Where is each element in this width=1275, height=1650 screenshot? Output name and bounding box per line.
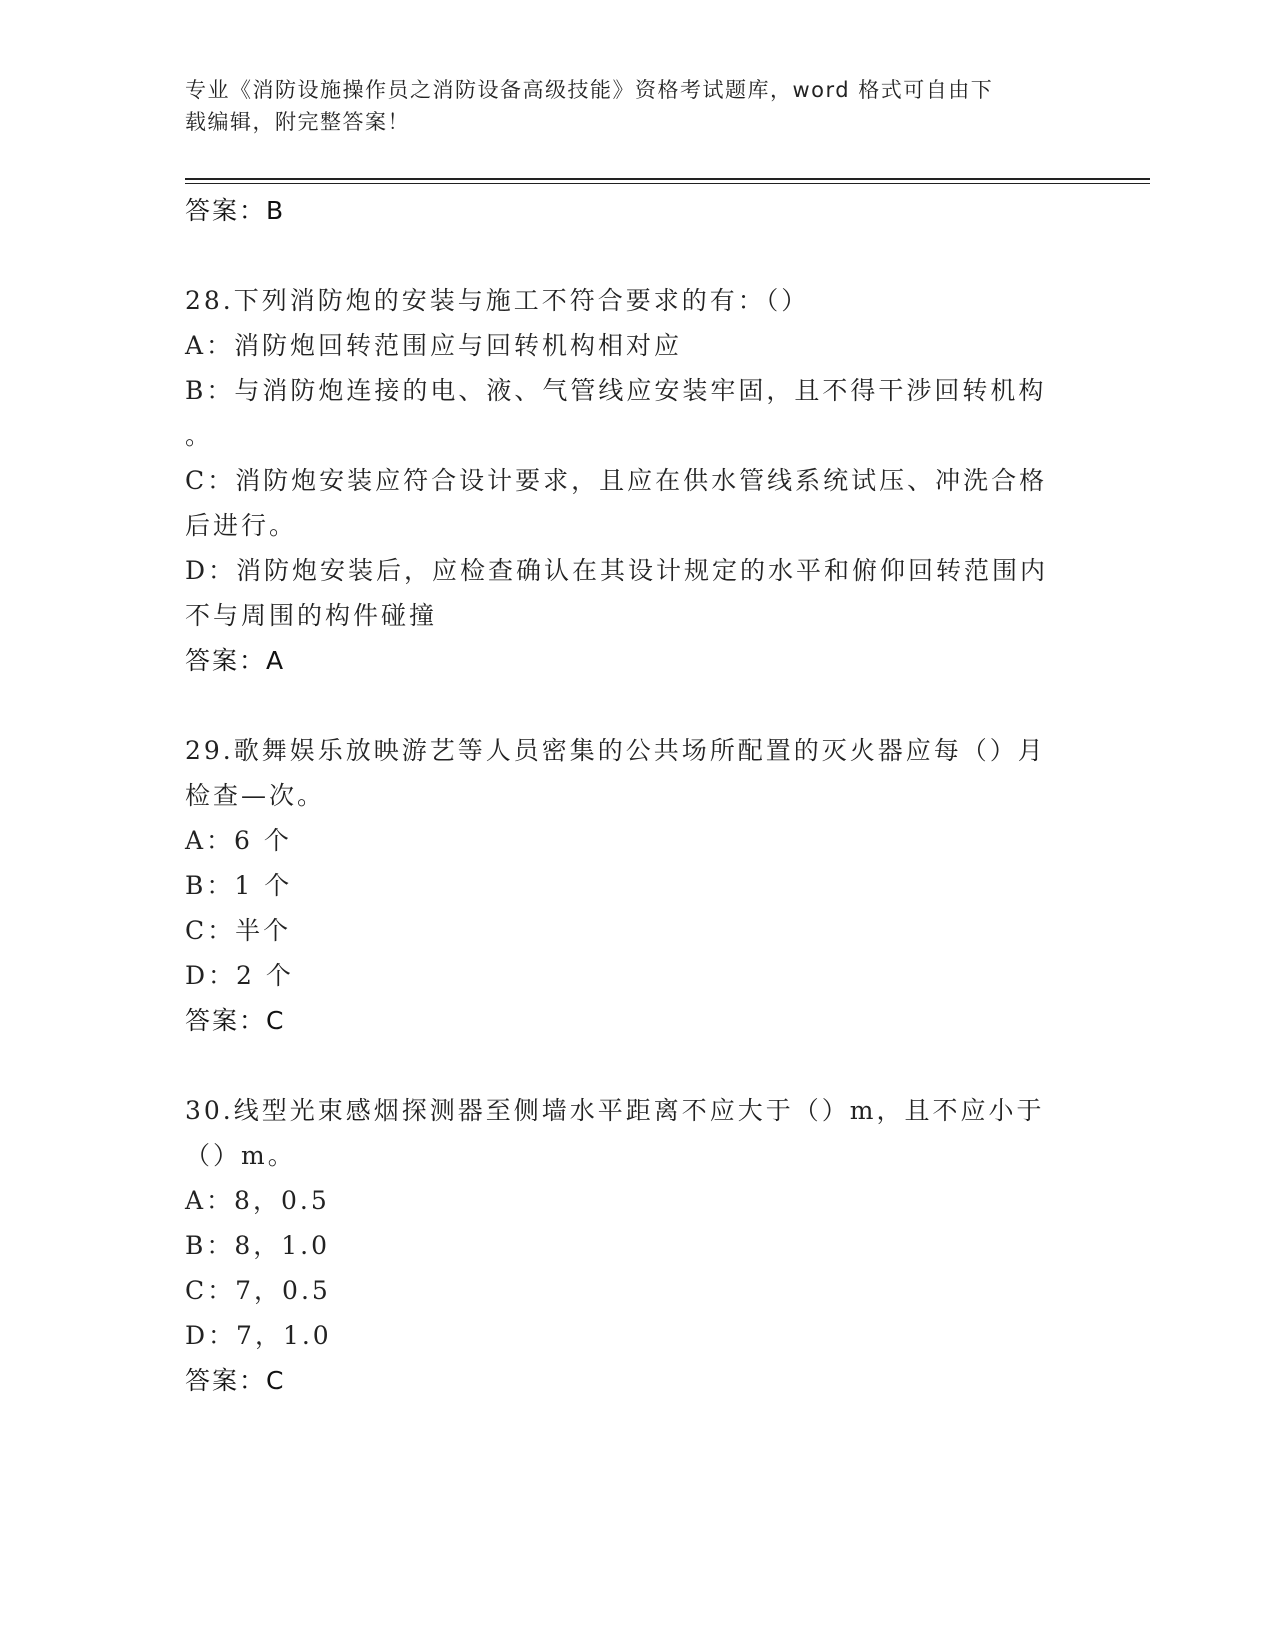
option-a: A：消防炮回转范围应与回转机构相对应 — [185, 331, 683, 360]
question-text-continued: 检查—次。 — [185, 781, 326, 810]
header-divider-thin — [185, 183, 1150, 184]
question-29 — [185, 728, 1085, 1043]
option-d: D：7，1.0 — [185, 1321, 332, 1350]
page-header — [185, 74, 1065, 138]
option-d: D：2 个 — [185, 961, 294, 990]
option-b-continued: 。 — [185, 421, 214, 450]
question-list — [185, 188, 1085, 1403]
option-c: C：消防炮安装应符合设计要求，且应在供水管线系统试压、冲洗合格 — [185, 466, 1048, 495]
question-30 — [185, 1088, 1085, 1403]
answer: 答案：C — [185, 1006, 286, 1035]
option-a: A：6 个 — [185, 826, 292, 855]
header-line-2: 载编辑，附完整答案！ — [185, 110, 410, 134]
option-b: B：1 个 — [185, 871, 293, 900]
option-c: C：7，0.5 — [185, 1276, 331, 1305]
previous-answer: 答案：B — [185, 196, 286, 225]
option-c: C：半个 — [185, 916, 292, 945]
option-c-continued: 后进行。 — [185, 511, 298, 540]
option-d-continued: 不与周围的构件碰撞 — [185, 601, 438, 630]
question-text: 30.线型光束感烟探测器至侧墙水平距离不应大于（）m，且不应小于 — [185, 1096, 1045, 1125]
option-b: B：8，1.0 — [185, 1231, 331, 1260]
question-28 — [185, 278, 1085, 683]
option-b: B：与消防炮连接的电、液、气管线应安装牢固，且不得干涉回转机构 — [185, 376, 1047, 405]
option-a: A：8，0.5 — [185, 1186, 330, 1215]
answer: 答案：A — [185, 646, 286, 675]
answer: 答案：C — [185, 1366, 286, 1395]
question-text: 29.歌舞娱乐放映游艺等人员密集的公共场所配置的灭火器应每（）月 — [185, 736, 1046, 765]
option-d: D：消防炮安装后，应检查确认在其设计规定的水平和俯仰回转范围内 — [185, 556, 1049, 585]
question-text: 28.下列消防炮的安装与施工不符合要求的有：（） — [185, 286, 810, 315]
header-line-1: 专业《消防设施操作员之消防设备高级技能》资格考试题库，word 格式可自由下 — [185, 78, 994, 102]
question-text-continued: （）m。 — [185, 1141, 296, 1170]
header-divider-thick — [185, 178, 1150, 180]
